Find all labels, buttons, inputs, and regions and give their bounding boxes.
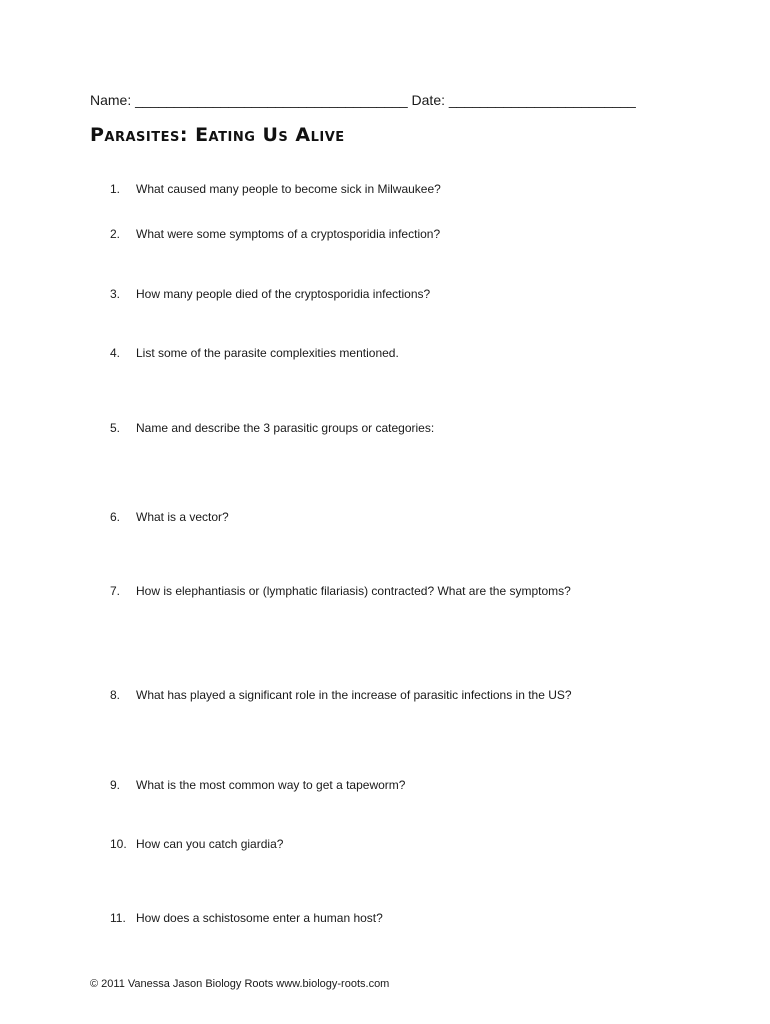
question-item <box>110 688 572 702</box>
question-text: What is a vector? <box>136 510 229 524</box>
question-number: 7. <box>110 584 121 598</box>
question-number: 1. <box>110 182 121 196</box>
question-number: 9. <box>110 778 121 792</box>
question-number: 11. <box>110 911 126 925</box>
question-text: How can you catch giardia? <box>136 837 284 851</box>
question-number: 3. <box>110 287 121 301</box>
question-number: 8. <box>110 688 121 702</box>
question-text: What has played a significant role in the increase of parasitic infections in the US? <box>136 688 572 702</box>
question-number: 4. <box>110 346 121 360</box>
question-text: List some of the parasite complexities mentioned. <box>136 346 399 360</box>
question-item <box>110 778 405 792</box>
question-item <box>110 911 383 925</box>
question-item <box>110 287 430 301</box>
question-text: What caused many people to become sick in Milwaukee? <box>136 182 441 196</box>
question-text: What is the most common way to get a tapeworm? <box>136 778 406 792</box>
question-number: 2. <box>110 227 121 241</box>
question-item <box>110 837 283 851</box>
question-item <box>110 584 571 598</box>
question-item <box>110 510 229 524</box>
question-item <box>110 182 441 196</box>
page-title: Parasites: Eating Us Alive <box>90 124 345 146</box>
name-date-line: Name: ___________________________________ Date: ________________________ <box>90 92 636 108</box>
question-text: How many people died of the cryptosporidia infections? <box>136 287 431 301</box>
question-number: 5. <box>110 421 121 435</box>
question-item <box>110 421 434 435</box>
question-text: How is elephantiasis or (lymphatic filariasis) contracted? What are the symptoms? <box>136 584 571 598</box>
question-item <box>110 227 440 241</box>
question-number: 10. <box>110 837 127 851</box>
question-text: What were some symptoms of a cryptosporidia infection? <box>136 227 441 241</box>
question-text: How does a schistosome enter a human host? <box>136 911 383 925</box>
copyright-footer: © 2011 Vanessa Jason Biology Roots www.biology-roots.com <box>90 978 390 990</box>
question-number: 6. <box>110 510 121 524</box>
question-item <box>110 346 399 360</box>
question-text: Name and describe the 3 parasitic groups or categories: <box>136 421 435 435</box>
